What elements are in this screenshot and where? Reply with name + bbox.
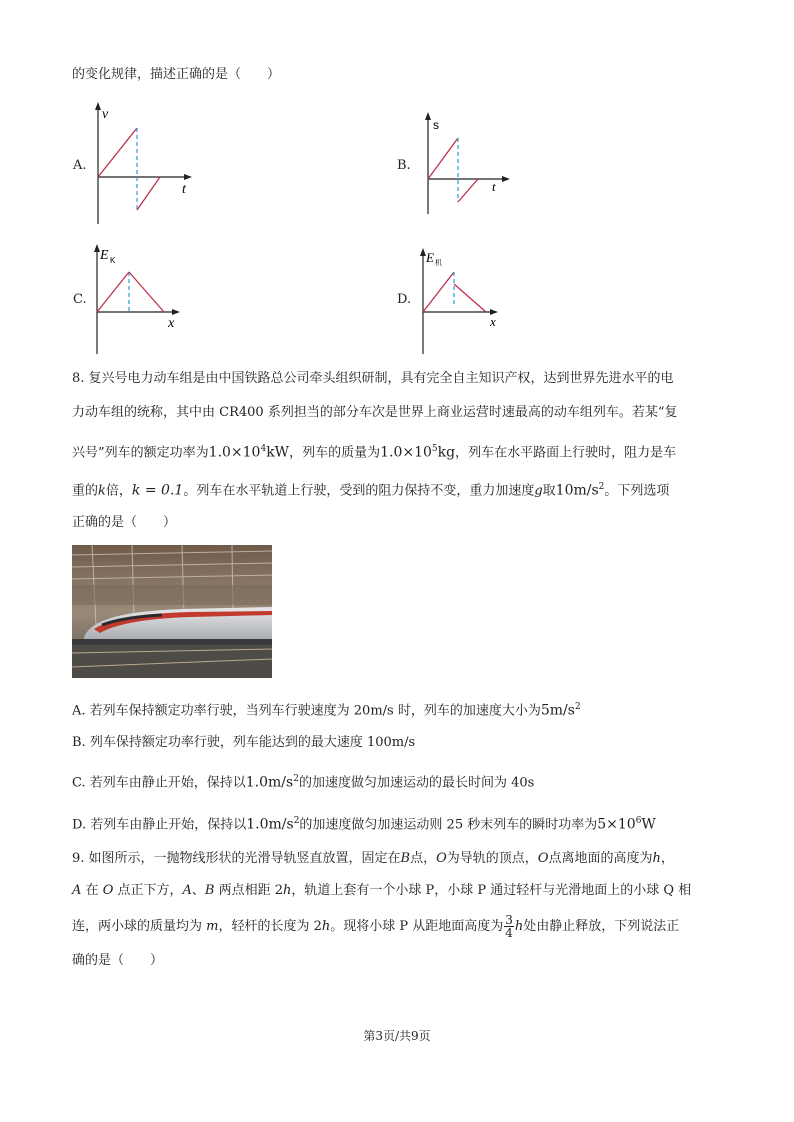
graph-c-y-sub: K (110, 256, 116, 265)
graph-a-v-t (88, 100, 198, 226)
graph-d-y-label: E (426, 250, 434, 265)
q8-line1: 8. 复兴号电力动车组是由中国铁路总公司牵头组织研制，具有完全自主知识产权，达到世界先进水平的电 (72, 371, 674, 386)
graph-a-x-label: t (182, 182, 186, 197)
q8-line3: 兴号”列车的额定功率为$1.0\times 10^4kW$，列车的质量为$1.0\times 10^5kg$，列车在水平路面上行驶时，阻力是车 (72, 444, 677, 461)
option-d-letter: D. (397, 292, 412, 307)
graph-c-x-label: x (168, 316, 175, 331)
q9-line1: 9. 如图所示，一抛物线形状的光滑导轨竖直放置，固定在B点，O为导轨的顶点，O点离地面的高度为h， (72, 851, 674, 866)
train-photo (72, 545, 272, 678)
graph-d-x-label: x (490, 314, 496, 329)
option-c-letter: C. (73, 292, 87, 307)
fraction-three-quarters: $\frac{3}{4}$ (505, 913, 513, 940)
graph-c-ek-x (88, 240, 198, 356)
q8-line5: 正确的是（ ） (72, 515, 177, 530)
graph-b-s-t (418, 110, 518, 216)
graph-d-y-sub: 机 (435, 260, 442, 267)
graph-a-y-label: v (102, 107, 109, 122)
q9-line2: A 在 O 点正下方，A、B 两点相距 2h，轨道上套有一个小球 P，小球 P 通过轻杆与光滑地面上的小球 Q 相 (72, 883, 692, 898)
q9-line3: 连，两小球的质量均为 m，轻杆的长度为 2h。现将小球 P 从距地面高度为 $\frac{3}{4}$ h处由静止释放，下列说法正 (72, 913, 680, 940)
q8-line4: 重的k倍，k = 0.1。列车在水平轨道上行驶，受到的阻力保持不变，重力加速度g取$10m/s^2$。下列选项 (72, 482, 670, 499)
graph-d-e-x (414, 244, 524, 356)
option-a-letter: A. (73, 158, 87, 173)
graph-c-y-label: E (100, 248, 109, 263)
graph-b-y-label: s (433, 118, 439, 132)
q8-option-b: B. 列车保持额定功率行驶，列车能达到的最大速度 100m/s (72, 735, 416, 750)
page-footer: 第3页/共9页 (363, 1029, 431, 1043)
q8-option-a: A. 若列车保持额定功率行驶，当列车行驶速度为 20m/s 时，列车的加速度大小为$5m/s^2$ (72, 702, 581, 719)
q7-tail: 的变化规律，描述正确的是（ ） (72, 67, 281, 82)
q8-option-c: C. 若列车由静止开始，保持以$1.0m/s^2$的加速度做匀加速运动的最长时间为 40s (72, 774, 535, 791)
q8-option-d: D. 若列车由静止开始，保持以$1.0m/s^2$的加速度做匀加速运动则 25 秒末列车的瞬时功率为$5\times 10^6W$ (72, 816, 656, 833)
q8-line2: 力动车组的统称，其中由 CR400 系列担当的部分车次是世界上商业运营时速最高的动车组列车。若某“复 (72, 405, 678, 420)
graph-b-x-label: t (492, 179, 496, 194)
q9-line4: 确的是（ ） (72, 953, 164, 968)
option-b-letter: B. (397, 158, 411, 173)
